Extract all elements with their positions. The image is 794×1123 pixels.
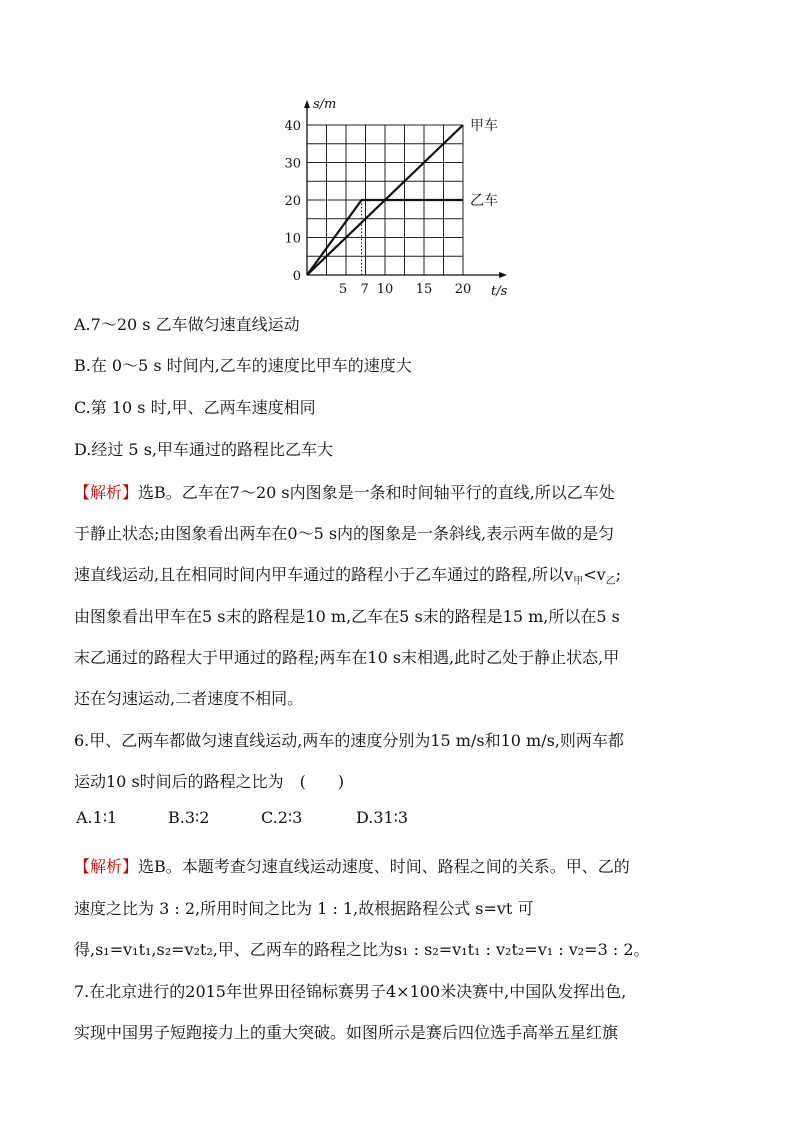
x-tick-label: 5 xyxy=(338,282,348,297)
graph-labels xyxy=(284,97,507,299)
analysis-q5-line5: 末乙通过的路程大于甲通过的路程;两车在10 s末相遇,此时乙处于静止状态,甲 xyxy=(74,648,620,667)
question-6-line1: 6.甲、乙两车都做匀速直线运动,两车的速度分别为15 m/s和10 m/s,则两车都 xyxy=(74,731,624,750)
analysis-tag: 【解析】 xyxy=(74,483,139,502)
x-tick-label: 10 xyxy=(376,282,394,297)
option-b: B.在 0～5 s 时间内,乙车的速度比甲车的速度大 xyxy=(74,356,412,375)
series-label: 乙车 xyxy=(470,193,498,209)
q6-option-a: A.1∶1 xyxy=(76,808,118,827)
series-label: 甲车 xyxy=(470,118,498,134)
question-7-line2: 实现中国男子短跑接力上的重大突破。如图所示是赛后四位选手高举五星红旗 xyxy=(74,1023,619,1042)
y-axis-label: s/m xyxy=(313,97,337,112)
option-d: D.经过 5 s,甲车通过的路程比乙车大 xyxy=(74,440,333,459)
x-axis-arrow xyxy=(499,272,507,278)
analysis-tag: 【解析】 xyxy=(74,857,139,876)
y-tick-label: 20 xyxy=(284,194,301,209)
distance-time-graph xyxy=(270,92,520,307)
analysis-q6-line1: 【解析】选B。本题考查匀速直线运动速度、时间、路程之间的关系。甲、乙的 xyxy=(74,857,630,876)
q6-option-b: B.3∶2 xyxy=(168,808,210,827)
option-a: A.7～20 s 乙车做匀速直线运动 xyxy=(74,315,300,334)
question-7-line1: 7.在北京进行的2015年世界田径锦标赛男子4×100米决赛中,中国队发挥出色, xyxy=(74,982,627,1001)
analysis-q5-line1: 【解析】选B。乙车在7～20 s内图象是一条和时间轴平行的直线,所以乙车处 xyxy=(74,483,615,502)
option-c: C.第 10 s 时,甲、乙两车速度相同 xyxy=(74,398,316,417)
analysis-q5-line2: 于静止状态;由图象看出两车在0～5 s内的图象是一条斜线,表示两车做的是匀 xyxy=(74,524,615,543)
x-tick-label: 20 xyxy=(454,282,472,297)
analysis-q6-line2: 速度之比为 3 : 2,所用时间之比为 1 : 1,故根据路程公式 s=vt 可 xyxy=(74,899,534,918)
q6-option-d: D.31∶3 xyxy=(356,808,409,827)
y-tick-label: 0 xyxy=(292,269,301,284)
y-axis-arrow xyxy=(304,100,310,108)
analysis-q5-line6: 还在匀速运动,二者速度不相同。 xyxy=(74,689,304,708)
x-tick-label: 15 xyxy=(415,282,433,297)
analysis-q5-line4: 由图象看出甲车在5 s末的路程是10 m,乙车在5 s末的路程是15 m,所以在5 s xyxy=(74,607,620,626)
analysis-q5-line3: 速直线运动,且在相同时间内甲车通过的路程小于乙车通过的路程,所以$v_甲<v_乙$; xyxy=(74,565,622,588)
analysis-q6-line3: 得,s₁=v₁t₁,s₂=v₂t₂,甲、乙两车的路程之比为s₁ : s₂=v₁t₁ : v₂t₂=v₁ : v₂=3 : 2。 xyxy=(74,940,650,959)
x-tick-label: 7 xyxy=(360,282,369,297)
y-tick-label: 30 xyxy=(284,156,301,172)
y-tick-label: 10 xyxy=(284,231,301,247)
x-axis-label: t/s xyxy=(491,284,508,299)
y-tick-label: 40 xyxy=(284,119,301,134)
question-6-line2: 运动10 s时间后的路程之比为 ( ) xyxy=(74,772,345,791)
q6-option-c: C.2∶3 xyxy=(261,808,303,827)
